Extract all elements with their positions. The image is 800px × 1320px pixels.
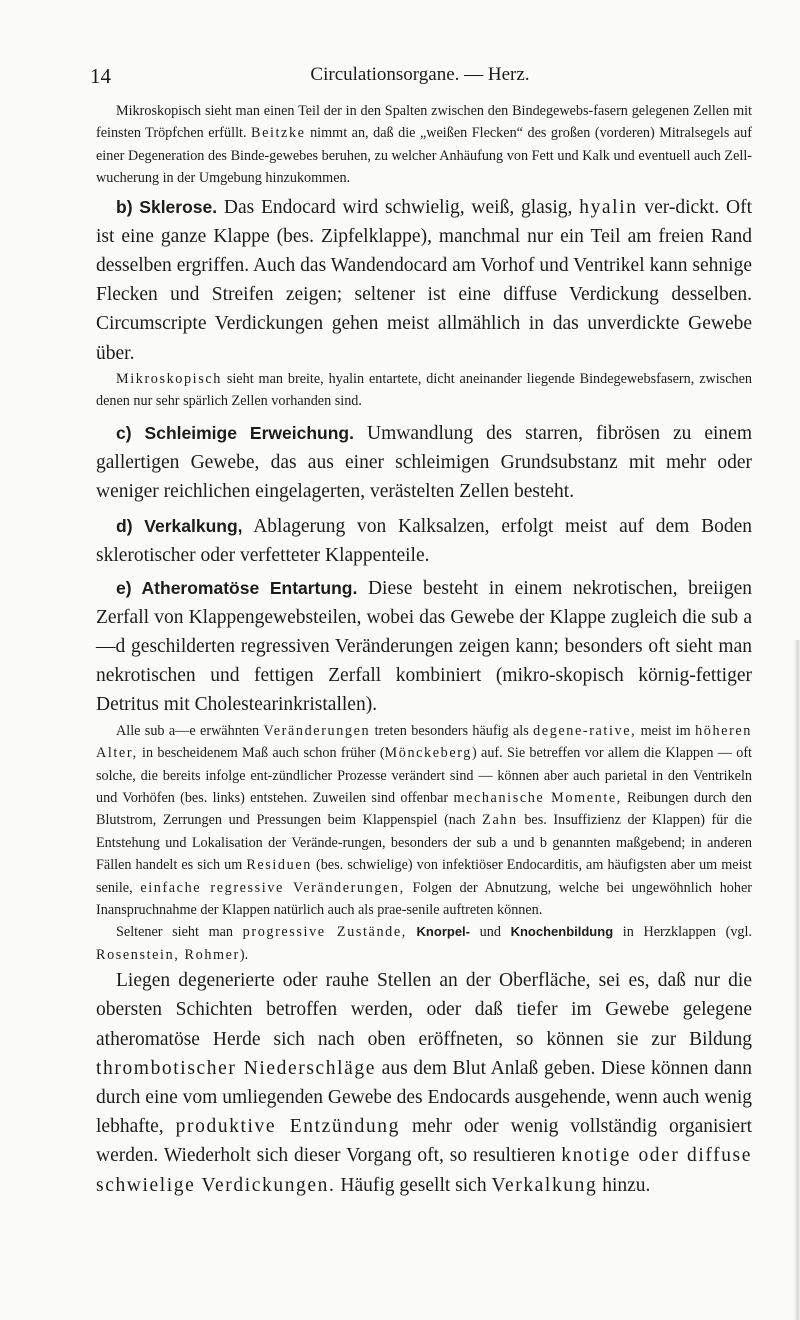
emphasis: knotige oder diffuse schwielige Verdickungen. <box>96 1145 752 1196</box>
emphasis: hyalin <box>579 196 638 218</box>
running-title: Circulationsorgane. — Herz. <box>310 64 530 85</box>
paragraph-atheromatoese-entartung: e) Atheromatöse Entartung. Diese besteht in einem nekrotischen, breiigen Zerfall von Klappengewebsteilen, wobei das Gewebe der Klappe zugleich die sub a—d geschilderten regressiven Veränderungen zeigen kann; besonders oft sieht man nekrotischen und fettigen Zerfall kombiniert (mikro-skopisch körnig-fettiger Detritus mit Cholestearinkristallen). <box>96 577 753 716</box>
page-edge-shadow <box>794 640 800 1320</box>
paragraph-verkalkung: d) Verkalkung, Ablagerung von Kalksalzen, erfolgt meist auf dem Boden sklerotischer oder verfetteter Klappenteile. <box>96 516 752 567</box>
section-heading: c) Schleimige Erweichung. <box>116 422 354 443</box>
paragraph-schleimige-erweichung: c) Schleimige Erweichung. Umwandlung des starren, fibrösen zu einem gallertigen Gewebe, das aus einer schleimigen Grundsubstanz mit mehr oder weniger reichlichen eingelagerten, verästelten Zellen besteht. <box>96 422 752 503</box>
author-name: Rosenstein, Rohmer <box>96 946 240 963</box>
page-header <box>90 64 750 94</box>
emphasis: Veränderungen <box>263 722 371 739</box>
paragraph-thrombotic-deposits: Liegen degenerierte oder rauhe Stellen an der Oberfläche, sei es, daß nur die obersten Schichten betroffen werden, oder daß tiefer im Gewebe gelegene atheromatöse Herde sich nach oben eröffneten, so können sie zur Bildung thrombotischer Niederschläge aus dem Blut Anlaß geben. Diese können dann durch eine vom umliegenden Gewebe des Endocards ausgehende, wenn auch wenig lebhafte, produktive Entzündung mehr oder wenig vollständig organisiert werden. Wiederholt sich dieser Vorgang oft, so resultieren knotige oder diffuse schwielige Verdickungen. Häufig gesellt sich Verkalkung hinzu. <box>96 970 753 1196</box>
paragraph-microscopic-fat: Mikroskopisch sieht man einen Teil der in den Spalten zwischen den Bindegewebs-fasern gelegenen Zellen mit feinsten Tröpfchen erfüllt. Beitzke nimmt an, daß die „weißen Flecken“ des großen (vorderen) Mitralsegels auf einer Degeneration des Binde-gewebes beruhen, zu welcher Anhäufung von Fett und Kalk und eventuell auch Zell-wucherung in der Umgebung hinzukommen. <box>96 103 752 187</box>
paragraph-microscopic-hyalin: Mikroskopisch sieht man breite, hyalin entartete, dicht aneinander liegende Bindegewebsfasern, zwischen denen nur sehr spärlich Zellen vorhanden sind. <box>96 370 752 410</box>
emphasis: progressive Zustände, <box>242 924 407 941</box>
page-number: 14 <box>90 64 111 88</box>
section-heading: b) Sklerose. <box>116 196 218 217</box>
emphasis: Knochenbildung <box>510 924 614 940</box>
emphasis: Residuen <box>246 857 312 874</box>
author-name: Beitzke <box>251 125 306 142</box>
emphasis: produktive Entzündung <box>175 1116 400 1138</box>
section-heading: d) Verkalkung, <box>116 516 243 537</box>
paragraph-sklerose: b) Sklerose. Das Endocard wird schwielig, weiß, glasig, hyalin ver-dickt. Oft ist eine ganze Klappe (bes. Zipfelklappe), manchmal nur ein Teil am freien Rand desselben ergriffen. Auch das Wandendocard am Vorhof und Ventrikel kann sehnige Flecken und Streifen zeigen; seltener ist eine diffuse Verdickung desselben. Circumscripte Verdickungen gehen meist allmählich in das unverdickte Gewebe über. <box>96 196 752 364</box>
emphasis: Knorpel- <box>416 924 470 940</box>
emphasis: Verkalkung <box>491 1174 598 1196</box>
emphasis: thrombotischer Niederschläge <box>96 1057 377 1079</box>
author-name: Mönckeberg <box>384 745 472 762</box>
emphasis: einfache regressive Veränderungen, <box>140 879 405 896</box>
paragraph-degenerative-changes: Alle sub a—e erwähnten Veränderungen treten besonders häufig als degene-rative, meist im höheren Alter, in bescheidenem Maß auch schon früher (Mönckeberg) auf. Sie betreffen vor allem die Klappen — oft solche, die bereits infolge ent-zündlicher Prozesse verändert sind — können aber auch parietal in den Ventrikeln und Vorhöfen (bes. links) entstehen. Zuweilen sind offenbar mechanische Momente, Reibungen durch den Blutstrom, Zerrungen und Pressungen beim Klappenspiel (nach Zahn bes. Insuffizienz der Klappen) für die Entstehung und Lokalisation der Verände-rungen, besonders der sub a und b genannten maßgebend; in anderen Fällen handelt es sich um Residuen (bes. schwielige) von infektiöser Endocarditis, am häufigsten aber um meist senile, einfache regressive Veränderungen, Folgen der Abnutzung, welche bei ungewöhnlich hoher Inanspruchnahme der Klappen natürlich auch als prae-senile auftreten können. <box>96 722 753 918</box>
emphasis: degene-rative, <box>533 722 637 739</box>
emphasis: Mikroskopisch <box>116 370 222 387</box>
paragraph-progressive-states: Seltener sieht man progressive Zustände, Knorpel- und Knochenbildung in Herzklappen (vgl. Rosenstein, Rohmer). <box>96 924 753 963</box>
author-name: Zahn <box>482 812 518 829</box>
page-body <box>96 100 752 1200</box>
emphasis: höheren Alter, <box>96 722 752 762</box>
emphasis: mechanische Momente, <box>453 789 622 806</box>
section-heading: e) Atheromatöse Entartung. <box>116 577 358 598</box>
